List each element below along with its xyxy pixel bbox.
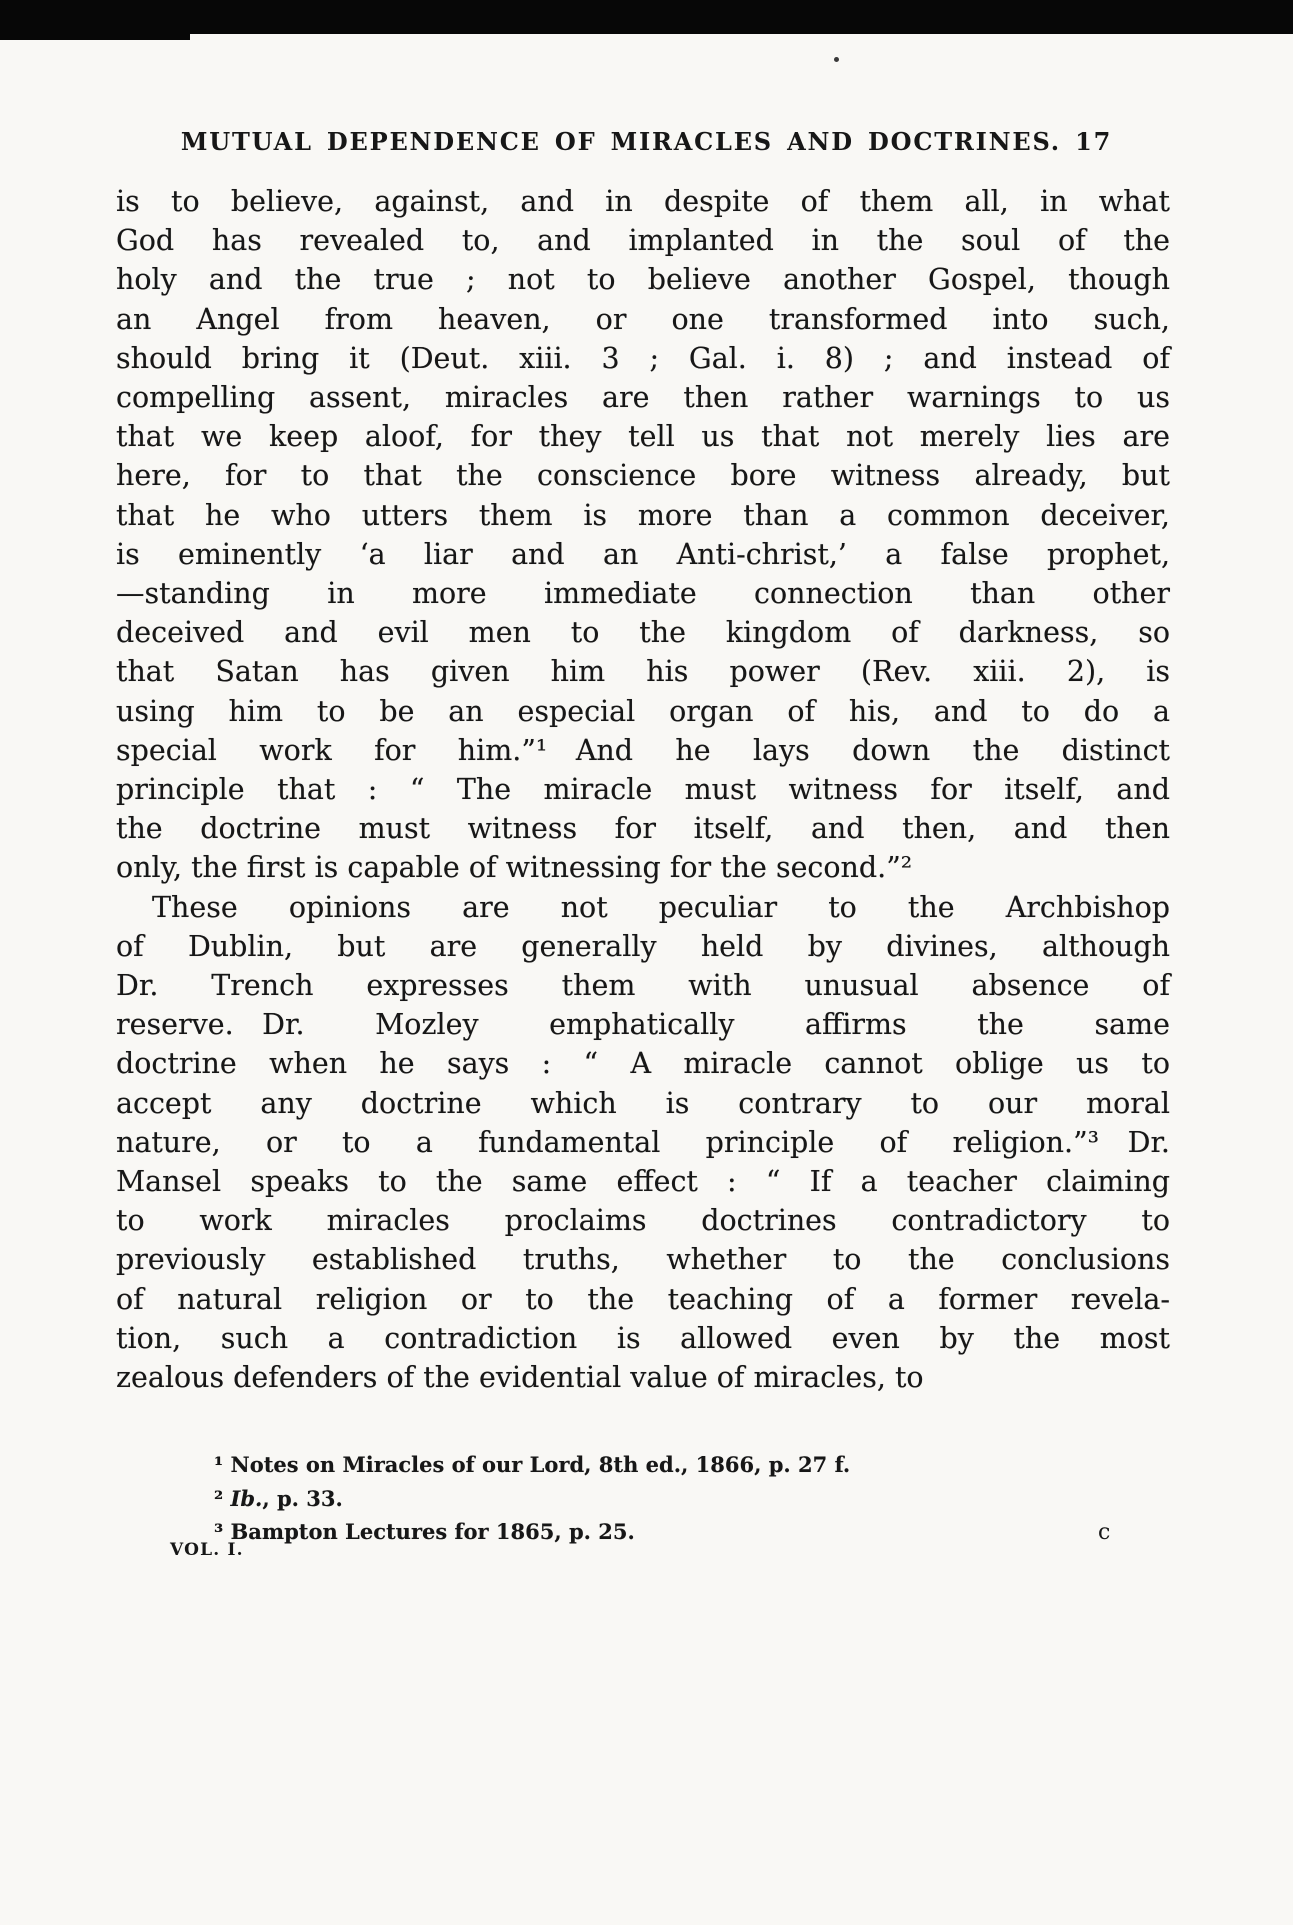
text-line: tion, such a contradiction is allowed even by the most — [116, 1321, 1170, 1355]
text-line: only, the first is capable of witnessing for the second.”² — [116, 851, 913, 885]
text-line: is to believe, against, and in despite of them all, in what — [116, 185, 1170, 218]
footnote-text: Ib. — [230, 1485, 263, 1511]
text-line: that we keep aloof, for they tell us that not merely lies are — [116, 420, 1170, 454]
text-line: holy and the true ; not to believe another Gospel, though — [116, 263, 1170, 297]
text-line: is eminently ‘a liar and an Anti-christ,’ a false prophet, — [116, 537, 1170, 571]
text-line: should bring it (Deut. xiii. 3 ; Gal. i. 8) ; and instead of — [116, 341, 1170, 375]
text-line: deceived and evil men to the kingdom of darkness, so — [116, 616, 1170, 650]
text-line: using him to be an especial organ of his, and to do a — [116, 694, 1170, 728]
footnote-marker: ¹ — [214, 1452, 231, 1477]
footnote — [214, 1448, 1154, 1482]
scan-speck — [834, 57, 839, 62]
text-line: previously established truths, whether to the conclusions — [116, 1243, 1170, 1277]
signature-mark: c — [1098, 1520, 1111, 1545]
body-text — [116, 182, 1170, 1397]
text-line: zealous defenders of the evidential value of miracles, to — [116, 1361, 924, 1395]
footnote-text: , p. 33. — [262, 1485, 343, 1511]
running-header: MUTUAL DEPENDENCE OF MIRACLES AND DOCTRINES. 17 — [180, 127, 1113, 156]
text-line: compelling assent, miracles are then rather warnings to us — [116, 381, 1170, 415]
text-line: Mansel speaks to the same effect : “ If a teacher claiming — [116, 1165, 1170, 1199]
text-line: an Angel from heaven, or one transformed into such, — [116, 302, 1170, 336]
text-line: here, for to that the conscience bore witness already, but — [116, 459, 1170, 493]
text-line: that Satan has given him his power (Rev. xiii. 2), is — [116, 655, 1170, 689]
text-line: the doctrine must witness for itself, and then, and then — [116, 812, 1170, 846]
scan-edge-artifact — [0, 0, 1293, 34]
footnote — [214, 1515, 1154, 1549]
footnote-marker: ³ — [214, 1519, 231, 1544]
text-line: that he who utters them is more than a common deceiver, — [116, 498, 1170, 532]
text-line: special work for him.”¹ And he lays down the distinct — [116, 733, 1170, 767]
volume-label: VOL. I. — [170, 1540, 244, 1560]
footnote-text: Bampton Lectures for 1865, p. 25. — [230, 1519, 635, 1544]
footnote — [214, 1482, 1154, 1516]
text-line: God has revealed to, and implanted in the soul of the — [116, 224, 1170, 258]
text-line: Dr. Trench expresses them with unusual absence of — [116, 969, 1170, 1003]
text-line: doctrine when he says : “ A miracle cannot oblige us to — [116, 1047, 1170, 1081]
text-line: of natural religion or to the teaching of a former revela- — [116, 1282, 1170, 1316]
text-line: These opinions are not peculiar to the Archbishop — [152, 890, 1170, 924]
text-line: nature, or to a fundamental principle of religion.”³ Dr. — [116, 1125, 1170, 1159]
text-line: principle that : “ The miracle must witness for itself, and — [116, 773, 1170, 807]
text-line: —standing in more immediate connection than other — [116, 577, 1170, 611]
footnotes — [214, 1448, 1154, 1549]
footnote-text: Notes on Miracles of our Lord, 8th ed., 1866, p. 27 f. — [230, 1452, 851, 1477]
text-line: reserve. Dr. Mozley emphatically affirms the same — [116, 1008, 1170, 1042]
footnote-marker: ² — [214, 1485, 231, 1511]
text-line: accept any doctrine which is contrary to our moral — [116, 1086, 1170, 1120]
text-line: of Dublin, but are generally held by divines, although — [116, 929, 1170, 963]
text-line: to work miracles proclaims doctrines contradictory to — [116, 1204, 1170, 1238]
